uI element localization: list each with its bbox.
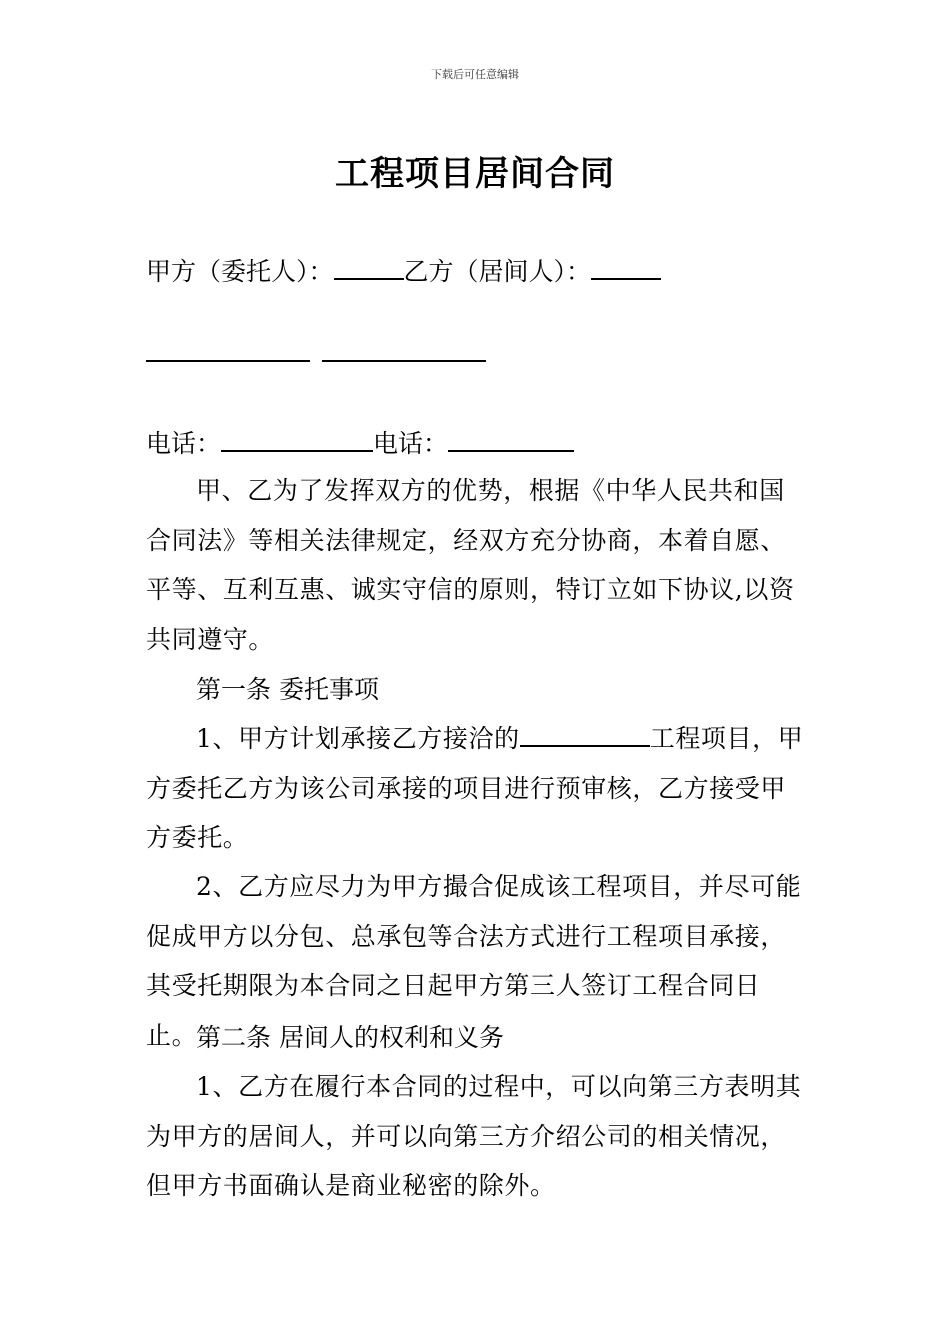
phone-a-label: 电话： bbox=[146, 429, 222, 458]
party-b-blank bbox=[591, 252, 661, 280]
phone-b-label: 电话： bbox=[373, 429, 449, 458]
preamble-paragraph: 甲、乙为了发挥双方的优势，根据《中华人民共和国合同法》等相关法律规定，经双方充分协商，本着自愿、平等、互利互惠、诚实守信的原则，特订立如下协议,以资共同遵守。 bbox=[146, 476, 795, 654]
article-2-item-1: 1、乙方在履行本合同的过程中，可以向第三方表明其为甲方的居间人，并可以向第三方介绍公司的相关情况，但甲方书面确认是商业秘密的除外。 bbox=[146, 1072, 802, 1200]
party-a-blank-continued bbox=[146, 334, 310, 362]
header-note: 下载后可任意编辑 bbox=[431, 68, 519, 81]
phone-b-blank bbox=[448, 424, 574, 452]
document-title: 工程项目居间合同 bbox=[335, 154, 615, 194]
party-b-label: 乙方（居间人）： bbox=[403, 257, 592, 286]
party-a-label: 甲方（委托人）： bbox=[146, 257, 334, 286]
party-line bbox=[146, 252, 661, 289]
article-1-item-1-before: 1、甲方计划承接乙方接洽的 bbox=[196, 724, 520, 753]
phone-a-blank bbox=[221, 424, 373, 452]
article-1-item-1 bbox=[146, 714, 810, 863]
party-a-blank bbox=[334, 252, 404, 280]
article-1-item-2: 2、乙方应尽力为甲方撮合促成该工程项目，并尽可能促成甲方以分包、总承包等合法方式进行工程项目承接，其受托期限为本合同之日起甲方第三人签订工程合同日止。 bbox=[146, 872, 802, 1050]
article-1-heading: 第一条 委托事项 bbox=[196, 675, 379, 704]
party-b-blank-continued bbox=[322, 334, 486, 362]
article-2-heading: 第二条 居间人的权利和义务 bbox=[196, 1023, 504, 1052]
phone-line bbox=[146, 424, 574, 461]
project-name-blank bbox=[520, 721, 650, 747]
article-1-item-1-after: 工程项目，甲方委托乙方为该公司承接的项目进行预审核，乙方接受甲方委托。 bbox=[146, 724, 804, 852]
party-continuation-line bbox=[146, 334, 486, 371]
